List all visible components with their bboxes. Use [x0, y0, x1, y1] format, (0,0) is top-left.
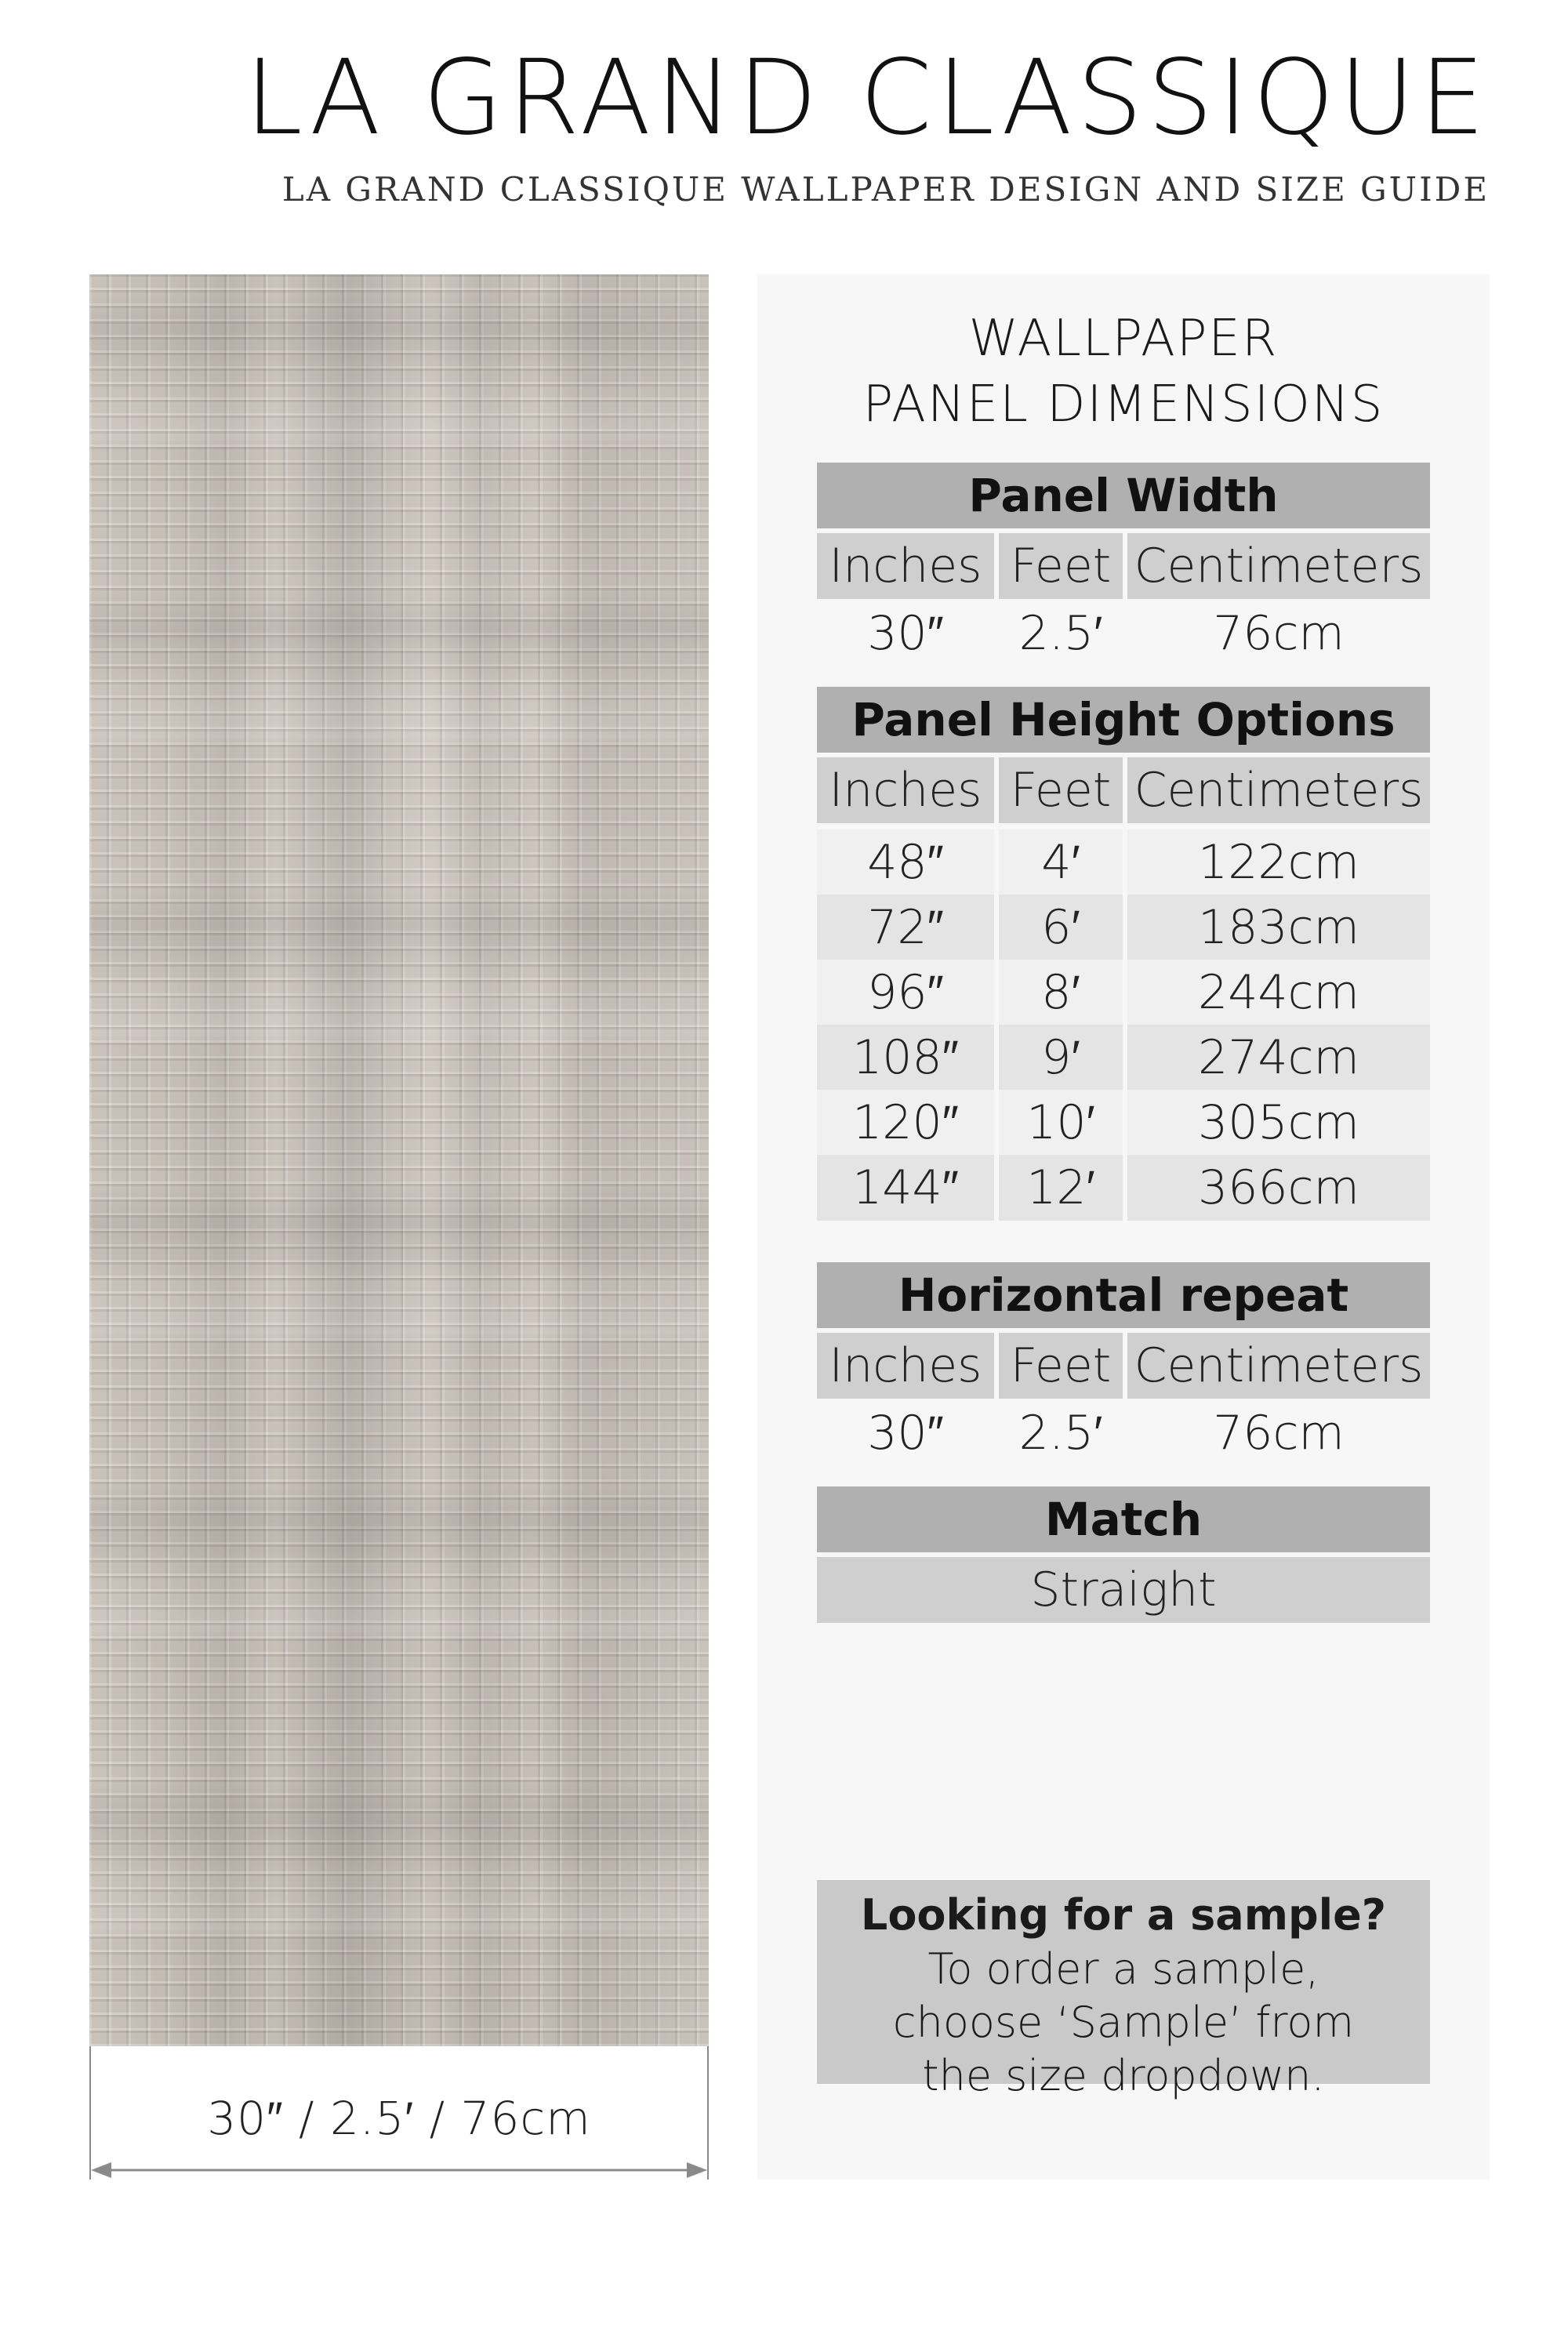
cell-centimeters: 305cm: [1127, 1090, 1430, 1156]
sample-title: Looking for a sample?: [860, 1890, 1387, 1940]
cell-inches: 72″: [817, 895, 994, 960]
cell-inches: 30″: [867, 1406, 944, 1461]
table-row: [817, 1090, 1430, 1151]
table-row: [817, 960, 1430, 1021]
sample-line-1: To order a sample,: [927, 1944, 1319, 1994]
cell-inches: 120″: [817, 1090, 994, 1156]
panel-heading-line1: WALLPAPER: [968, 310, 1279, 368]
panel-height-header: Panel Height Options: [817, 687, 1430, 753]
panel-width-column-headers: [817, 533, 1430, 599]
cell-inches: 30″: [867, 606, 944, 661]
cell-centimeters: 76cm: [1213, 1406, 1345, 1461]
cell-feet: 4′: [999, 829, 1123, 895]
horizontal-repeat-header: Horizontal repeat: [817, 1262, 1430, 1328]
wallpaper-swatch: [89, 274, 709, 2078]
match-header: Match: [817, 1486, 1430, 1552]
column-header-centimeters: Centimeters: [1127, 757, 1430, 823]
cell-inches: 108″: [817, 1025, 994, 1091]
cell-feet: 2.5′: [1018, 606, 1103, 661]
column-header-feet: Feet: [999, 533, 1123, 599]
cell-feet: 2.5′: [1018, 1406, 1103, 1461]
sample-line-3: the size dropdown.: [922, 2051, 1325, 2100]
match-value: Straight: [817, 1557, 1430, 1623]
cell-centimeters: 122cm: [1127, 829, 1430, 895]
cell-centimeters: 76cm: [1213, 606, 1345, 661]
cell-inches: 144″: [817, 1155, 994, 1221]
table-row: [817, 895, 1430, 956]
cell-inches: 48″: [817, 829, 994, 895]
table-row: [817, 829, 1430, 895]
cell-feet: 12′: [999, 1155, 1123, 1221]
panel-heading: [757, 306, 1490, 437]
column-header-feet: Feet: [999, 1333, 1123, 1399]
table-row: [817, 1155, 1430, 1216]
cell-centimeters: 274cm: [1127, 1025, 1430, 1091]
table-row: [817, 1400, 1430, 1466]
panel-heading-line2: PANEL DIMENSIONS: [862, 376, 1385, 434]
column-header-inches: Inches: [817, 533, 994, 599]
column-header-inches: Inches: [817, 757, 994, 823]
page-subtitle: LA GRAND CLASSIQUE WALLPAPER DESIGN AND SIZE GUIDE: [281, 170, 1490, 209]
cell-feet: 9′: [999, 1025, 1123, 1091]
cell-feet: 6′: [999, 895, 1123, 960]
cell-centimeters: 244cm: [1127, 960, 1430, 1025]
cell-centimeters: 366cm: [1127, 1155, 1430, 1221]
cell-inches: 96″: [817, 960, 994, 1025]
column-header-inches: Inches: [817, 1333, 994, 1399]
cell-feet: 8′: [999, 960, 1123, 1025]
table-row: [817, 1025, 1430, 1086]
panel-width-header: Panel Width: [817, 463, 1430, 528]
table-row: [817, 601, 1430, 666]
width-arrow-icon: [91, 2161, 707, 2180]
brand-title: LA GRAND CLASSIQUE: [245, 38, 1490, 158]
horizontal-repeat-column-headers: [817, 1333, 1430, 1399]
panel-height-column-headers: [817, 757, 1430, 823]
swatch-width-label: 30″ / 2.5′ / 76cm: [207, 2092, 591, 2145]
cell-feet: 10′: [999, 1090, 1123, 1156]
column-header-centimeters: Centimeters: [1127, 533, 1430, 599]
column-header-feet: Feet: [999, 757, 1123, 823]
sample-line-2: choose ‘Sample’ from: [892, 1998, 1355, 2047]
sample-info-box: [817, 1880, 1430, 2100]
column-header-centimeters: Centimeters: [1127, 1333, 1430, 1399]
cell-centimeters: 183cm: [1127, 895, 1430, 960]
